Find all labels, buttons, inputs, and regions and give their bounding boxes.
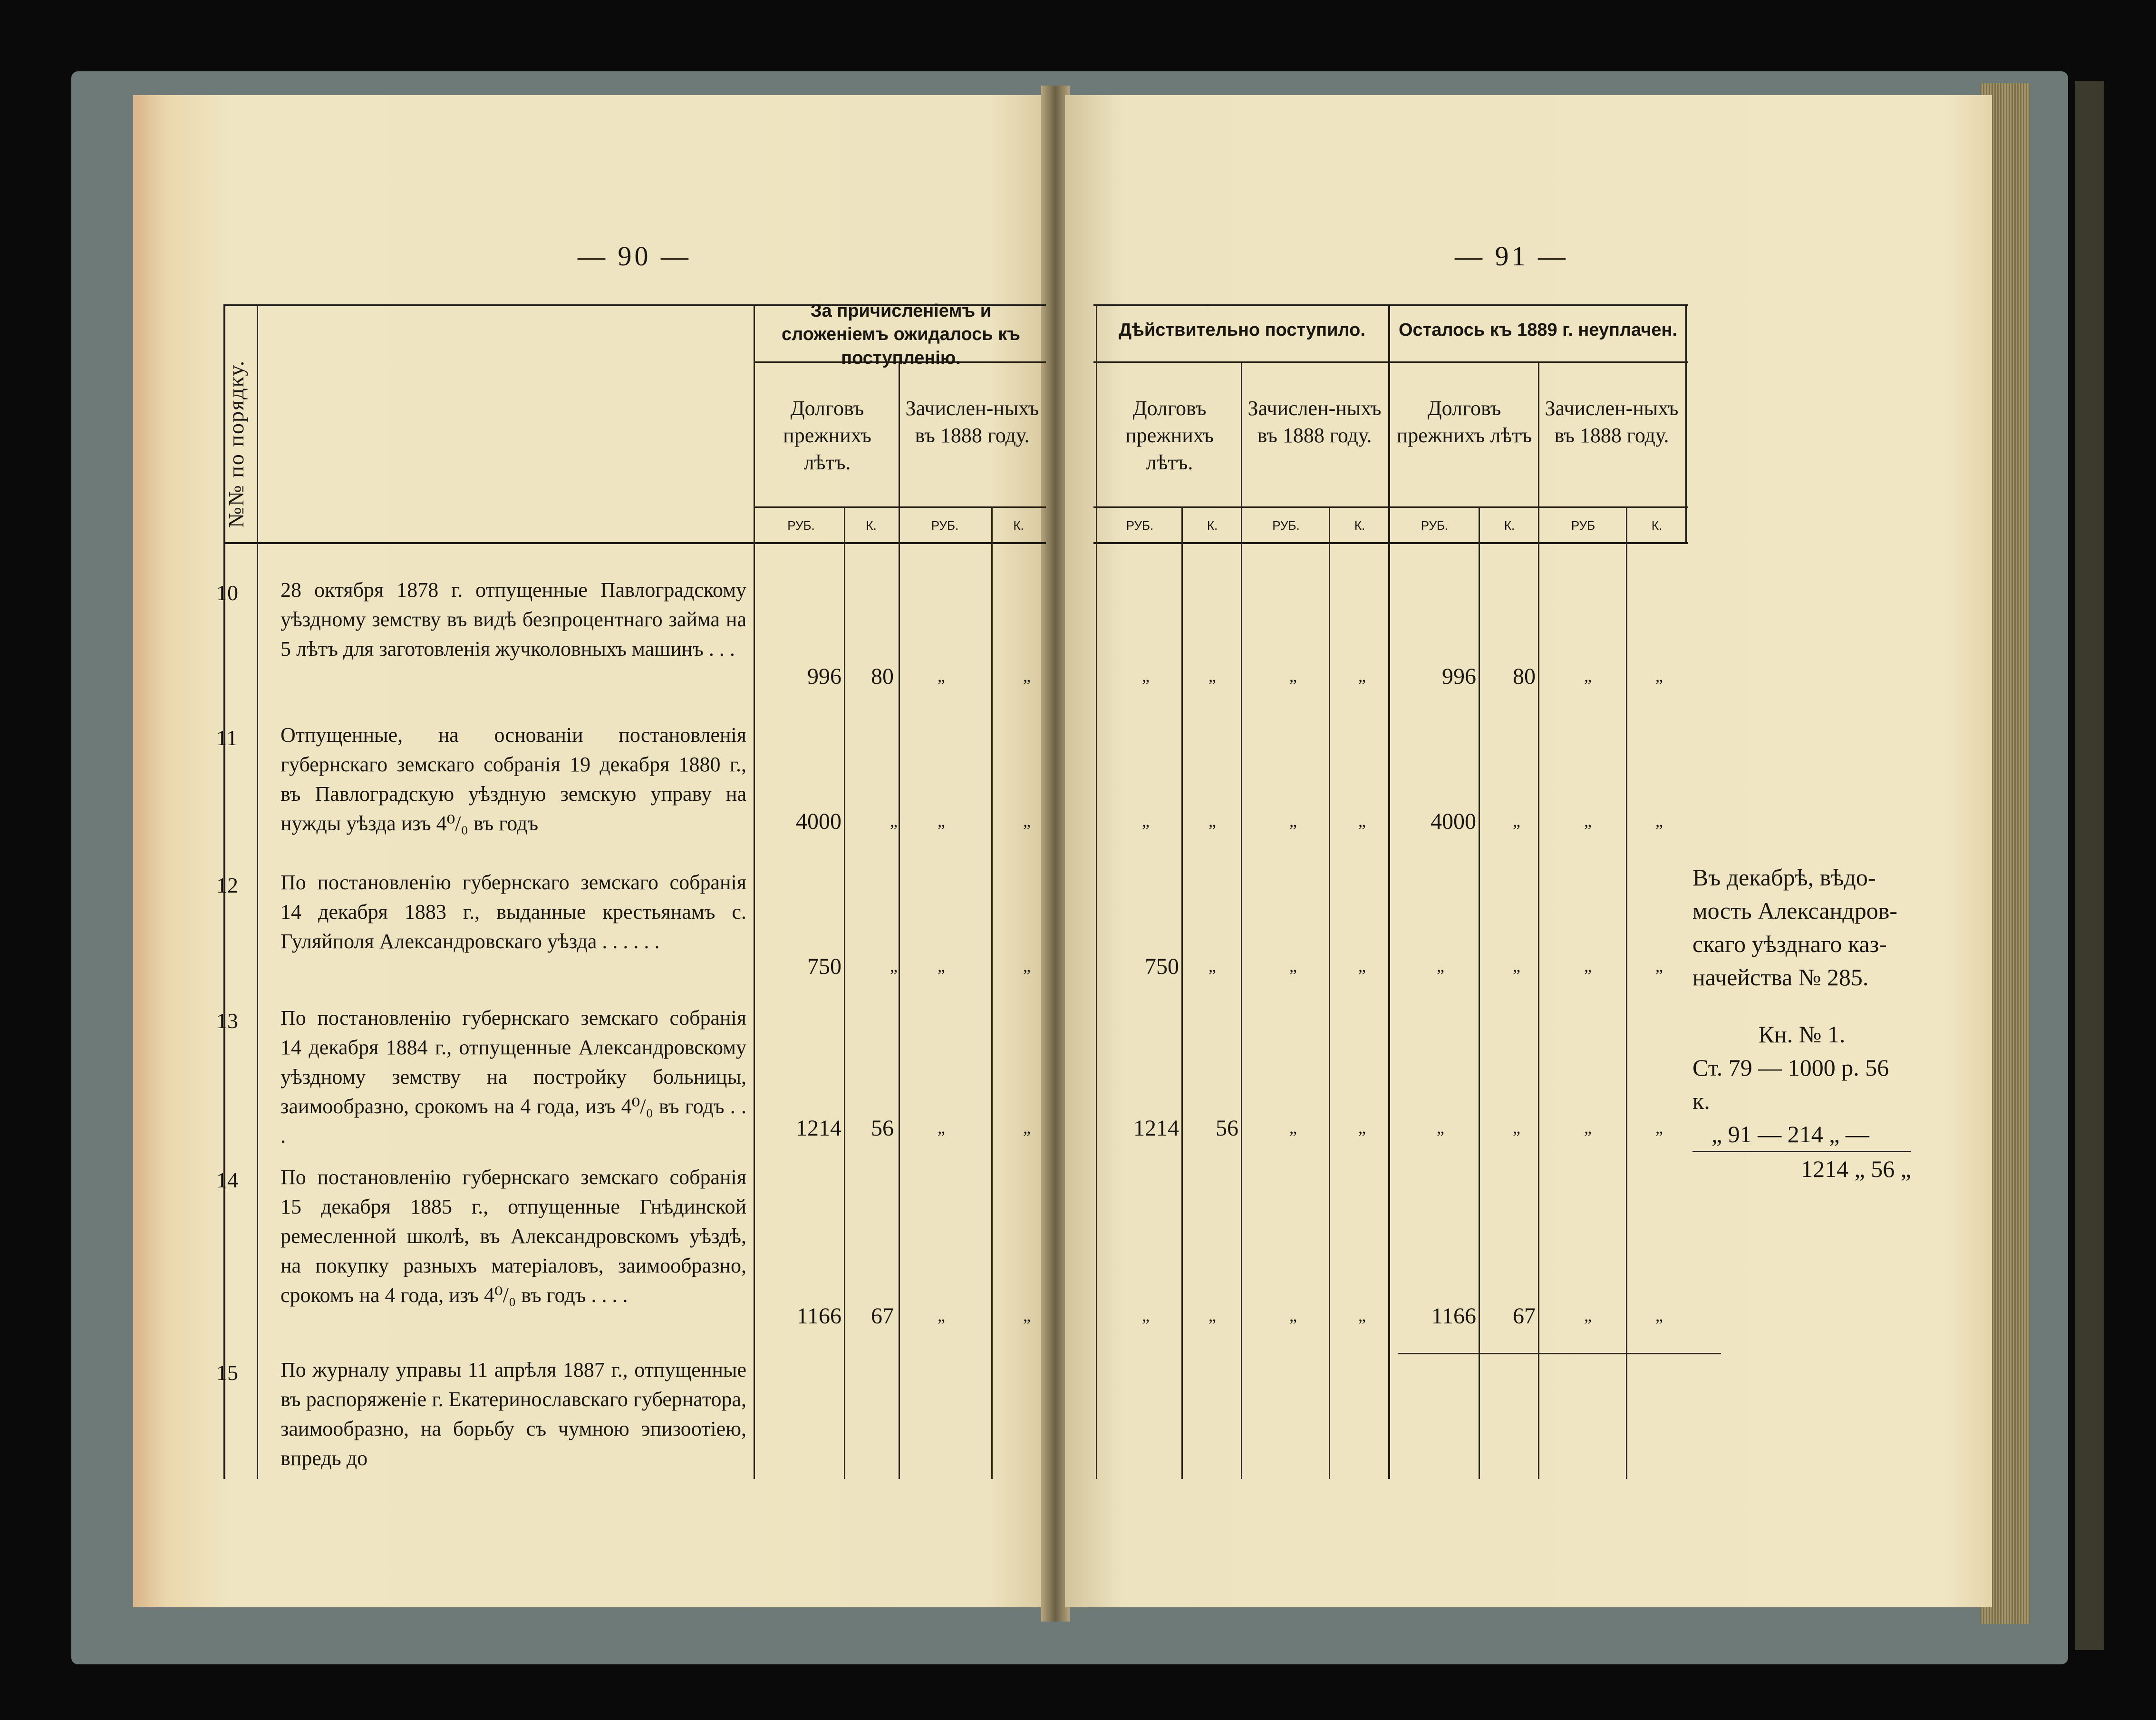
row-description: По постановленію губернскаго земскаго собранія 14 декабря 1883 г., выданные крестьянамъ с. Гуляйполя Александровскаго уѣзда . . . . . . [280,871,746,953]
unit-kop: К. [1651,518,1663,533]
rub-value: 996 [1442,664,1476,689]
ditto-mark: „ [938,956,945,975]
unit-kop: К. [1354,518,1365,533]
kop-value: 80 [1513,664,1536,689]
table-header-bottom-rule [223,542,1046,544]
col-rule [1479,506,1480,1479]
note-december-vedomost: Въ декабрѣ, вѣдо- мость Александров- скаго уѣзднаго каз- начейства № 285. [1692,864,1897,991]
page-number-left: — 90 — [578,241,691,272]
ditto-mark: „ [1358,1118,1366,1137]
zachisl-1888-header: Зачислен-ныхъ въ 1888 году. [905,397,1039,447]
ditto-mark: „ [1209,956,1216,975]
order-number-header: №№ по порядку. [224,360,248,528]
kop-value: 56 [1216,1116,1238,1141]
table-kop2-rule [991,506,993,1479]
rub-value: 750 [1145,954,1179,979]
ditto-mark: „ [1289,1306,1297,1325]
zachisl-1888-header: Зачислен-ныхъ въ 1888 году. [1545,397,1679,447]
ditto-mark: „ [1655,811,1663,830]
ditto-mark: „ [1289,666,1297,685]
ditto-mark: „ [890,956,898,975]
ditto-mark: „ [1023,811,1031,830]
table-amount-rule [754,304,755,1479]
ditto-mark: „ [1142,811,1150,830]
ditto-mark: „ [938,1306,945,1325]
ditto-mark: „ [1142,1306,1150,1325]
table-group-rule [1093,361,1688,363]
rub-value: 1214 [1133,1116,1179,1141]
col-rule [1241,361,1242,1479]
ditto-mark: „ [938,1118,945,1137]
kop-value: 56 [871,1116,894,1141]
unit-rub: РУБ. [1421,518,1449,533]
ditto-mark: „ [1584,1118,1592,1137]
book-spine-edge [2075,81,2104,1650]
prev-debts-header: Долговъ прежнихъ лѣтъ [1396,397,1532,447]
ditto-mark: „ [1209,1306,1216,1325]
ditto-mark: „ [1023,666,1031,685]
ditto-mark: „ [1358,1306,1366,1325]
ditto-mark: „ [1289,811,1297,830]
ditto-mark: „ [1655,1306,1663,1325]
unit-rub: РУБ. [787,518,815,533]
table-kop-rule [844,506,845,1479]
unit-kop: К. [866,518,877,533]
kop-value: 80 [871,664,894,689]
unit-kop: К. [1207,518,1218,533]
unit-rub: РУБ. [1126,518,1154,533]
unit-rub: РУБ [1571,518,1595,533]
zachisl-1888-header: Зачислен-ныхъ въ 1888 году. [1247,397,1382,447]
ditto-mark: „ [938,811,945,830]
unit-kop: К. [1504,518,1515,533]
ditto-mark: „ [1142,666,1150,685]
ditto-mark: „ [938,666,945,685]
rub-value: 1166 [796,1303,841,1329]
ditto-mark: „ [1655,666,1663,685]
prev-debts-header: Долговъ прежнихъ лѣтъ. [1125,397,1214,475]
kop-value: 67 [871,1303,894,1329]
kop-value: 67 [1513,1303,1536,1329]
unit-rub: РУБ. [1272,518,1300,533]
ditto-mark: „ [1655,956,1663,975]
ditto-mark: „ [1437,1118,1444,1137]
row-number: 14 [216,1168,238,1192]
rub-value: 1214 [796,1116,841,1141]
note-kniga-ledger: Кн. № 1. Ст. 79 — 1000 р. 56 к. „ 91 — 214 „ — 1214 „ 56 „ [1692,1021,1911,1182]
ditto-mark: „ [1023,956,1031,975]
ditto-mark: „ [1289,1118,1297,1137]
ditto-mark: „ [1584,956,1592,975]
table-no-col-rule [257,304,258,1479]
ditto-mark: „ [1655,1118,1663,1137]
ditto-mark: „ [1023,1306,1031,1325]
ditto-mark: „ [1358,666,1366,685]
rub-value: 4000 [796,809,841,834]
table-total-rule [1398,1353,1721,1354]
rub-value: 996 [807,664,841,689]
prev-debts-header: Долговъ прежнихъ лѣтъ. [783,397,871,475]
table-1888-rule [899,361,900,1479]
ditto-mark: „ [1209,811,1216,830]
ditto-mark: „ [1289,956,1297,975]
unit-kop: К. [1013,518,1024,533]
ditto-mark: „ [1023,1118,1031,1137]
ditto-mark: „ [1209,666,1216,685]
row-description: 28 октября 1878 г. отпущенные Павлоградскому уѣздному земству въ видѣ безпроцентнаго займа на 5 лѣтъ для заготовленія жучколовныхъ машинъ . . . [280,578,746,661]
remaining-group-header: Осталось къ 1889 г. неуплачен. [1398,320,1678,340]
col-rule [1685,304,1687,542]
ditto-mark: „ [1358,811,1366,830]
ditto-mark: „ [1513,1118,1520,1137]
rub-value: 750 [807,954,841,979]
row-number: 13 [216,1009,238,1033]
ditto-mark: „ [1584,666,1592,685]
ditto-mark: „ [1358,956,1366,975]
received-group-header: Дѣйствительно поступило. [1119,320,1365,340]
ditto-mark: „ [1513,811,1520,830]
row-number: 11 [216,726,238,750]
unit-rub: РУБ. [931,518,959,533]
col-rule [1329,506,1330,1479]
col-rule [1096,304,1097,1479]
ditto-mark: „ [1437,956,1444,975]
rub-value: 1166 [1431,1303,1476,1329]
col-rule [1388,304,1390,1479]
ditto-mark: „ [1584,1306,1592,1325]
rub-value: 4000 [1431,809,1476,834]
col-rule [1538,361,1539,1479]
page-number-right: — 91 — [1455,241,1568,272]
col-rule [1626,506,1627,1479]
row-number: 12 [216,873,238,897]
row-number: 15 [216,1360,238,1385]
expected-group-header: За причисленіемъ и сложеніемъ ожидалось къ поступленію. [782,301,1020,368]
row-description: Отпущенные, на основаніи постановленія губернскаго земскаго собранія 19 декабря 1880 г., въ Павлоградскую уѣздную земскую управу на нужды уѣзда изъ 4⁰/₀ въ годъ [280,723,746,835]
ditto-mark: „ [1584,811,1592,830]
row-description: По постановленію губернскаго земскаго собранія 15 декабря 1885 г., отпущенные Гнѣдинской ремесленной школѣ, въ Александровскомъ уѣздѣ, на покупку разныхъ матеріаловъ, заимообразно, срокомъ на 4 года, изъ 4⁰/₀ въ годъ . . . . [280,1166,746,1307]
col-rule [1181,506,1183,1479]
ditto-mark: „ [1513,956,1520,975]
row-description: По постановленію губернскаго земскаго собранія 14 декабря 1884 г., отпущенные Александровскому уѣздному земству на постройку больницы, заимообразно, срокомъ на 4 года, изъ 4⁰/₀ въ годъ . . . [280,1006,746,1147]
row-number: 10 [216,581,238,605]
table-top-rule [1093,304,1688,306]
ditto-mark: „ [890,811,898,830]
row-description: По журналу управы 11 апрѣля 1887 г., отпущенные въ распоряженіе г. Екатеринославскаго губернатора, заимообразно, на борьбу съ чумною эпизоотіею, впредь до [280,1358,746,1470]
